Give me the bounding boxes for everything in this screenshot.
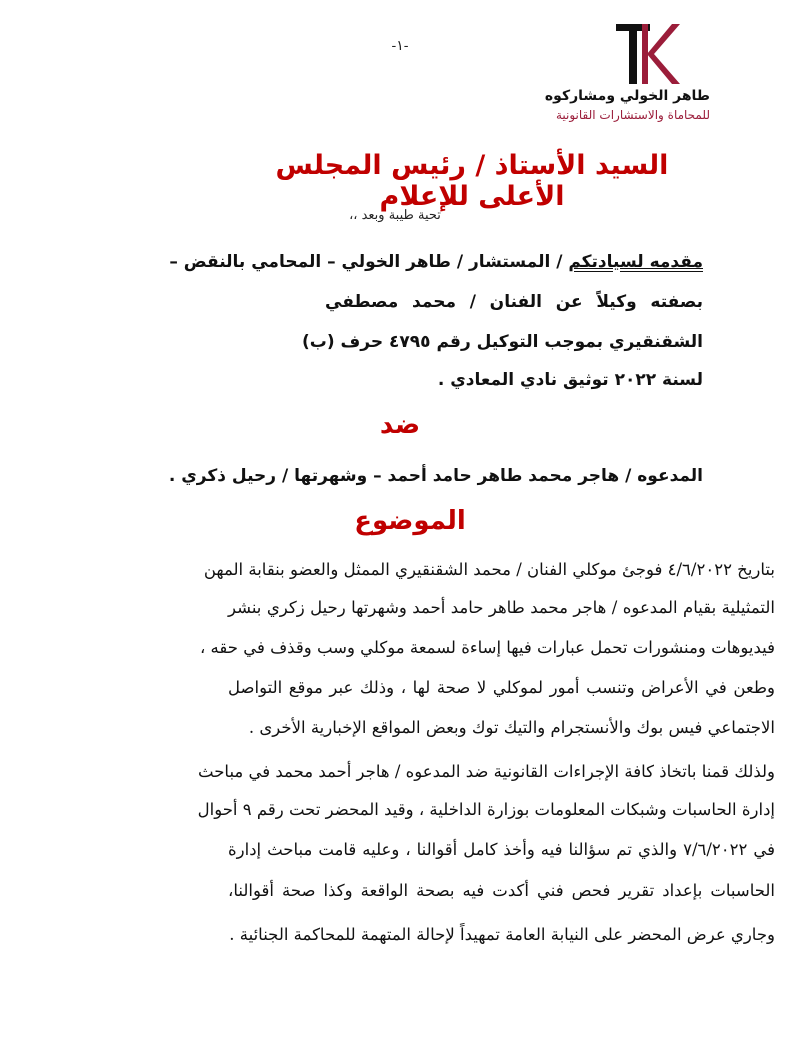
paragraph-2-line: وجاري عرض المحضر على النيابة العامة تمهيداً لإحالة المتهمة للمحاكمة الجنائية . <box>229 925 775 944</box>
paragraph-2-line: ولذلك قمنا باتخاذ كافة الإجراءات القانونية ضد المدعوه / هاجر أحمد محمد في مباحث <box>198 762 775 781</box>
paragraph-2-line: إدارة الحاسبات وشبكات المعلومات بوزارة الداخلية ، وقيد المحضر تحت رقم ٩ أحوال <box>197 800 775 819</box>
firm-logo <box>544 18 710 128</box>
firm-name: طاهر الخولي ومشاركوه <box>544 88 710 104</box>
tk-logo-icon <box>616 22 680 86</box>
paragraph-1-line: التمثيلية بقيام المدعوه / هاجر محمد طاهر حامد أحمد وشهرتها رحيل زكري بنشر <box>228 598 775 617</box>
defendant-line: المدعوه / هاجر محمد طاهر حامد أحمد – وشهرتها / رحيل ذكري . <box>168 466 703 486</box>
paragraph-2-line: في ٧/٦/٢٠٢٢ والذي تم سؤالنا فيه وأخذ كامل أقوالنا ، وعليه قامت مباحث إدارة <box>228 840 775 859</box>
subject-heading: الموضوع <box>354 506 466 536</box>
petitioner-line-2: بصفته وكيلاً عن الفنان / محمد مصطفي <box>325 292 703 312</box>
petitioner-line-1 <box>169 252 703 272</box>
petitioner-intro: مقدمه لسيادتكم <box>568 252 703 272</box>
petitioner-line-4: لسنة ٢٠٢٢ توثيق نادي المعادي . <box>437 370 703 390</box>
petitioner-line-1-rest: / المستشار / طاهر الخولي – المحامي بالنقض – <box>169 252 569 272</box>
firm-tagline: للمحاماة والاستشارات القانونية <box>555 108 710 122</box>
paragraph-1-line: الاجتماعي فيس بوك والأنستجرام والتيك توك وبعض المواقع الإخبارية الأخرى . <box>248 718 775 737</box>
petitioner-line-3: الشقنقيري بموجب التوكيل رقم ٤٧٩٥ حرف (ب) <box>302 332 703 352</box>
paragraph-2-line: الحاسبات بإعداد تقرير فحص فني أكدت فيه بصحة الواقعة وكذا صحة أقوالنا، <box>228 881 775 900</box>
paragraph-1-line: وطعن في الأعراض وتنسب أمور لموكلي لا صحة لها ، وذلك عبر موقع التواصل <box>228 678 775 697</box>
page-number: -١- <box>391 38 409 54</box>
paragraph-1-line: فيديوهات ومنشورات تحمل عبارات فيها إساءة لسمعة موكلي وسب وقذف في حقه ، <box>199 638 775 657</box>
greeting: تحية طيبة وبعد ،، <box>349 208 441 223</box>
addressee-heading: السيد الأستاذ / رئيس المجلس الأعلى للإعلام <box>275 150 669 212</box>
against-heading: ضد <box>379 410 421 440</box>
paragraph-1-line: بتاريخ ٤/٦/٢٠٢٢ فوجئ موكلي الفنان / محمد الشقنقيري الممثل والعضو بنقابة المهن <box>203 560 775 579</box>
